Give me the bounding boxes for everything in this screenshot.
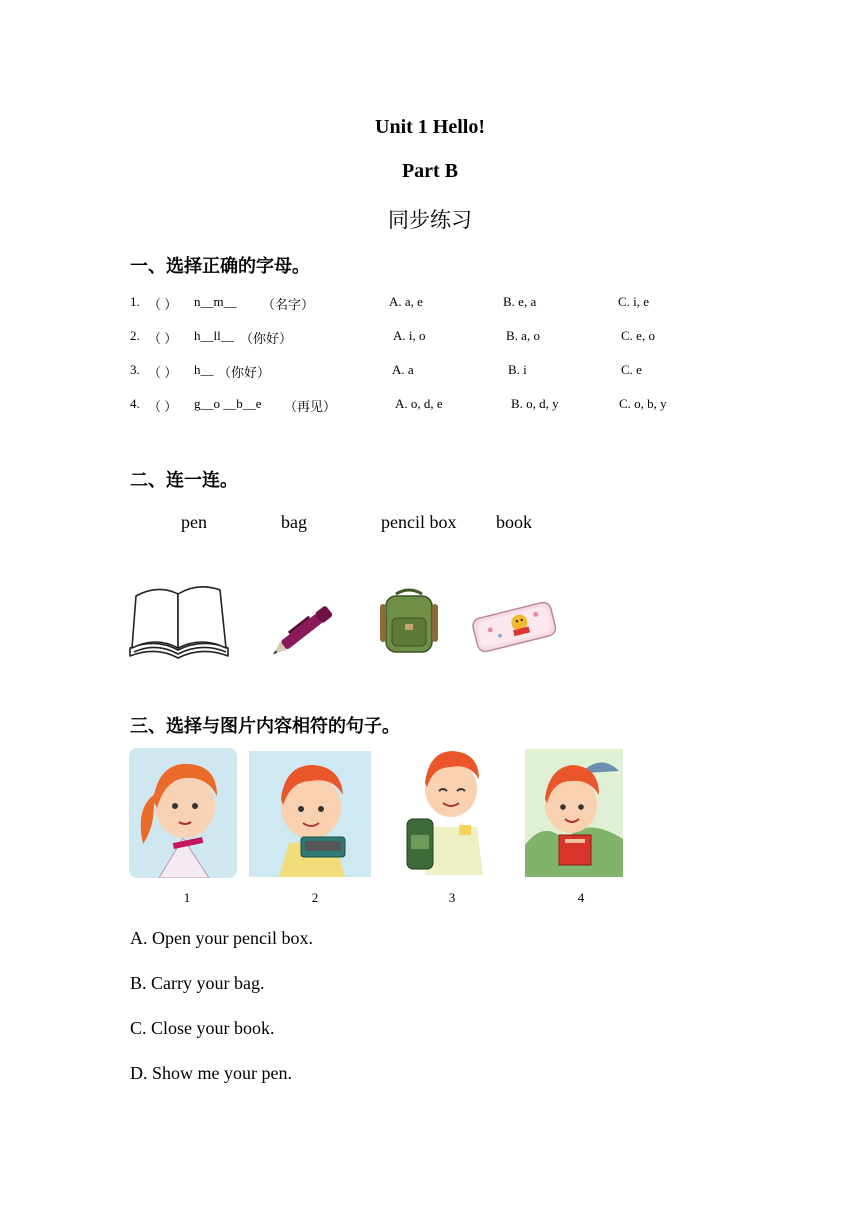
page-title: Unit 1 Hello! — [375, 116, 485, 138]
answer-paren[interactable]: （ ） — [148, 297, 178, 312]
word-pen[interactable]: pen — [181, 512, 207, 532]
picture-number-2: 2 — [311, 890, 319, 905]
book-picture[interactable] — [128, 586, 230, 664]
question-stem: h__ — [194, 362, 214, 377]
section3-heading: 三、选择与图片内容相符的句子。 — [130, 716, 400, 737]
bag-picture[interactable] — [378, 588, 440, 654]
question-number: 3. — [130, 362, 140, 377]
picture-4-boy-with-book[interactable] — [525, 749, 623, 877]
word-pencil-box[interactable]: pencil box — [381, 512, 457, 532]
subtitle: 同步练习 — [388, 208, 472, 232]
answer-paren[interactable]: （ ） — [148, 331, 178, 346]
option-c: C. e — [621, 362, 642, 377]
option-b: B. o, d, y — [511, 396, 559, 411]
option-a: A. i, o — [393, 328, 426, 343]
sentence-a[interactable]: A. Open your pencil box. — [130, 928, 313, 948]
question-number: 4. — [130, 396, 140, 411]
sentence-d[interactable]: D. Show me your pen. — [130, 1063, 292, 1083]
picture-1-girl-with-pen[interactable] — [129, 748, 237, 878]
pen-picture[interactable] — [270, 598, 342, 660]
option-b: B. a, o — [506, 328, 540, 343]
question-stem: h__ll__ — [194, 328, 234, 343]
option-c: C. o, b, y — [619, 396, 667, 411]
question-number: 1. — [130, 294, 140, 309]
question-stem: n__m__ — [194, 294, 237, 309]
question-hint: （你好） — [240, 331, 293, 346]
answer-paren[interactable]: （ ） — [148, 365, 178, 380]
picture-number-3: 3 — [448, 890, 456, 905]
question-hint: （再见） — [284, 399, 337, 414]
picture-number-4: 4 — [577, 890, 585, 905]
answer-paren[interactable]: （ ） — [148, 399, 178, 414]
word-bag[interactable]: bag — [281, 512, 307, 532]
sentence-c[interactable]: C. Close your book. — [130, 1018, 275, 1038]
sentence-b[interactable]: B. Carry your bag. — [130, 973, 265, 993]
option-c: C. e, o — [621, 328, 655, 343]
option-c: C. i, e — [618, 294, 650, 309]
question-stem: g__o __b__e — [194, 396, 262, 411]
word-book[interactable]: book — [496, 512, 532, 532]
question-number: 2. — [130, 328, 140, 343]
option-b: B. e, a — [503, 294, 537, 309]
section2-heading: 二、连一连。 — [130, 470, 238, 491]
option-b: B. i — [508, 362, 527, 377]
part-label: Part B — [401, 160, 459, 182]
picture-3-boy-carrying-bag[interactable] — [403, 747, 499, 875]
option-a: A. a — [392, 362, 414, 377]
question-hint: （名字） — [262, 297, 315, 312]
picture-2-boy-with-pencil-box[interactable] — [249, 751, 371, 877]
pencil-box-picture[interactable] — [470, 596, 558, 656]
option-a: A. a, e — [389, 294, 423, 309]
question-hint: （你好） — [218, 365, 271, 380]
section1-heading: 一、选择正确的字母。 — [130, 256, 310, 277]
option-a: A. o, d, e — [395, 396, 443, 411]
picture-number-1: 1 — [183, 890, 191, 905]
